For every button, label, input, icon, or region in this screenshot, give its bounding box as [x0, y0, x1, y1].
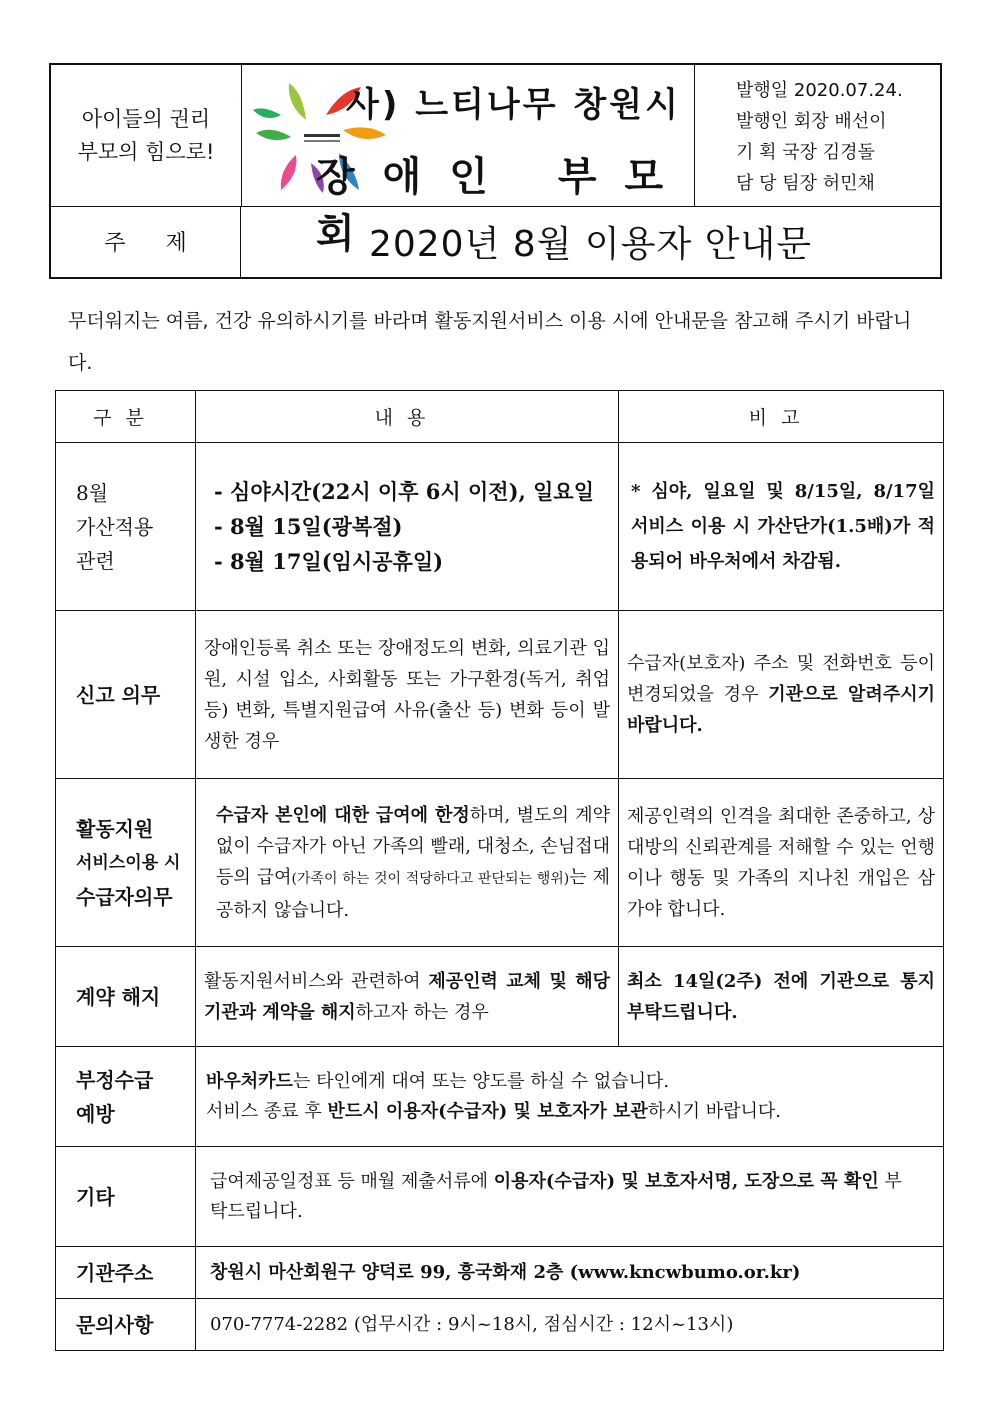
slogan-line: 아이들의 권리 — [81, 106, 211, 131]
column-header-content: 내용 — [196, 391, 619, 443]
content-text: 하며, 별도의 계약 없이 수급자가 아닌 가족의 빨래, 대청소, 손님접대 등의 급여 — [216, 804, 610, 888]
remark-text: 수급자(보호자) 주소 및 전화번호 등이 변경되었을 경우 — [627, 653, 935, 705]
row-category: 신고 의무 — [56, 611, 196, 779]
category-line: 서비스이용 시 — [76, 852, 181, 873]
newsletter-header — [49, 63, 942, 279]
column-header-remark: 비고 — [619, 391, 944, 443]
content-emphasis: 수급자 본인에 대한 급여에 한정 — [216, 804, 470, 826]
table-row — [56, 779, 944, 947]
intro-paragraph: 무더워지는 여름, 건강 유의하시기를 바라며 활동지원서비스 이용 시에 안내문을 참고해 주시기 바랍니다. — [68, 310, 912, 374]
publication-line: 담 당 팀장 허민채 — [736, 173, 875, 194]
content-emphasis: 바우처카드 — [206, 1070, 293, 1092]
table-row — [56, 443, 944, 611]
category-line: 관련 — [76, 548, 115, 573]
row-category: 문의사항 — [56, 1299, 196, 1351]
row-remark: * 심야, 일요일 및 8/15일, 8/17일 서비스 이용 시 가산단가(1.5배)가 적용되어 바우처에서 차감됨. — [619, 443, 944, 611]
row-category — [56, 1047, 196, 1147]
publication-line: 기 획 국장 김경돌 — [736, 142, 875, 163]
content-line — [206, 1067, 933, 1097]
content-emphasis: 제공인력 교체 및 해당 기관과 계약을 해지 — [204, 970, 610, 1023]
category-line: 활동지원 — [76, 816, 154, 841]
notice-table — [55, 390, 944, 1351]
category-line: 8월 — [76, 480, 109, 505]
table-row — [56, 1147, 944, 1247]
row-category: 기타 — [56, 1147, 196, 1247]
content-line: - 8월 17일(임시공휴일) — [214, 549, 444, 574]
slogan-line: 부모의 힘으로! — [77, 139, 215, 164]
column-header-category: 구분 — [56, 391, 196, 443]
content-text-end: 부탁드립니다. — [210, 1170, 902, 1222]
content-emphasis: 이용자(수급자) 및 보호자서명, 도장으로 꼭 확인 — [493, 1170, 879, 1192]
content-text: 서비스 종료 후 — [206, 1100, 328, 1122]
row-category: 계약 해지 — [56, 947, 196, 1047]
row-content — [196, 779, 619, 947]
table-row — [56, 611, 944, 779]
row-content — [196, 1047, 944, 1147]
institution-address: 창원시 마산회원구 양덕로 99, 흥국화재 2층 (www.kncwbumo.or.kr) — [196, 1247, 944, 1299]
row-category — [56, 443, 196, 611]
publication-line: 발행일 2020.07.24. — [736, 80, 903, 101]
content-text-end: 는 제공하지 않습니다. — [216, 866, 611, 921]
content-text-end: 하고자 하는 경우 — [355, 1001, 489, 1023]
table-header-row — [56, 391, 944, 443]
content-text-end: 하시기 바랍니다. — [647, 1100, 781, 1122]
content-text: 는 타인에게 대여 또는 양도를 하실 수 없습니다. — [292, 1070, 670, 1092]
table-row — [56, 1247, 944, 1299]
row-remark: 최소 14일(2주) 전에 기관으로 통지 부탁드립니다. — [619, 947, 944, 1047]
row-category — [56, 779, 196, 947]
content-line: - 8월 15일(광복절) — [214, 514, 403, 539]
category-line: 가산적용 — [76, 514, 154, 539]
row-content — [196, 1147, 944, 1247]
content-text: 급여제공일정표 등 매월 제출서류에 — [210, 1170, 494, 1192]
row-category: 기관주소 — [56, 1247, 196, 1299]
content-text: 활동지원서비스와 관련하여 — [204, 970, 429, 992]
header-subject-row — [51, 206, 940, 277]
category-line: 예방 — [76, 1101, 115, 1126]
row-remark: 제공인력의 인격을 최대한 존중하고, 상대방의 신뢰관계를 저해할 수 있는 언행이나 행동 및 가족의 지나친 개입은 삼가야 합니다. — [619, 779, 944, 947]
content-note: (가족이 하는 것이 적당하다고 판단되는 행위) — [291, 870, 570, 887]
remark-emphasis: 기관으로 알려주시기 바랍니다. — [627, 684, 935, 736]
row-remark — [619, 611, 944, 779]
content-line: - 심야시간(22시 이후 6시 이전), 일요일 — [214, 479, 595, 504]
organization-name: 사) 느티나무 창원시 — [346, 85, 681, 125]
table-row — [56, 947, 944, 1047]
contact-phone: 070-7774-2282 (업무시간 : 9시~18시, 점심시간 : 12시~13시) — [196, 1299, 944, 1351]
subject-title: 2020년 8월 이용자 안내문 — [368, 224, 813, 265]
publication-info — [694, 65, 940, 206]
table-row — [56, 1047, 944, 1147]
slogan — [51, 65, 242, 206]
content-emphasis: 반드시 이용자(수급자) 및 보호자가 보관 — [327, 1100, 648, 1122]
category-line: 수급자의무 — [76, 884, 173, 909]
publication-line: 발행인 회장 배선이 — [736, 111, 887, 132]
row-content: 장애인등록 취소 또는 장애정도의 변화, 의료기관 입원, 시설 입소, 사회활동 또는 가구환경(독거, 취업 등) 변화, 특별지원급여 사유(출산 등) 변화 등이 발생한 경우 — [196, 611, 619, 779]
category-line: 부정수급 — [76, 1067, 154, 1092]
subject-label: 주제 — [51, 206, 241, 277]
row-content — [196, 443, 619, 611]
row-content — [196, 947, 619, 1047]
content-line — [206, 1097, 933, 1127]
organization-subtitle: 장애인 부모회 — [316, 154, 692, 257]
table-row — [56, 1299, 944, 1351]
